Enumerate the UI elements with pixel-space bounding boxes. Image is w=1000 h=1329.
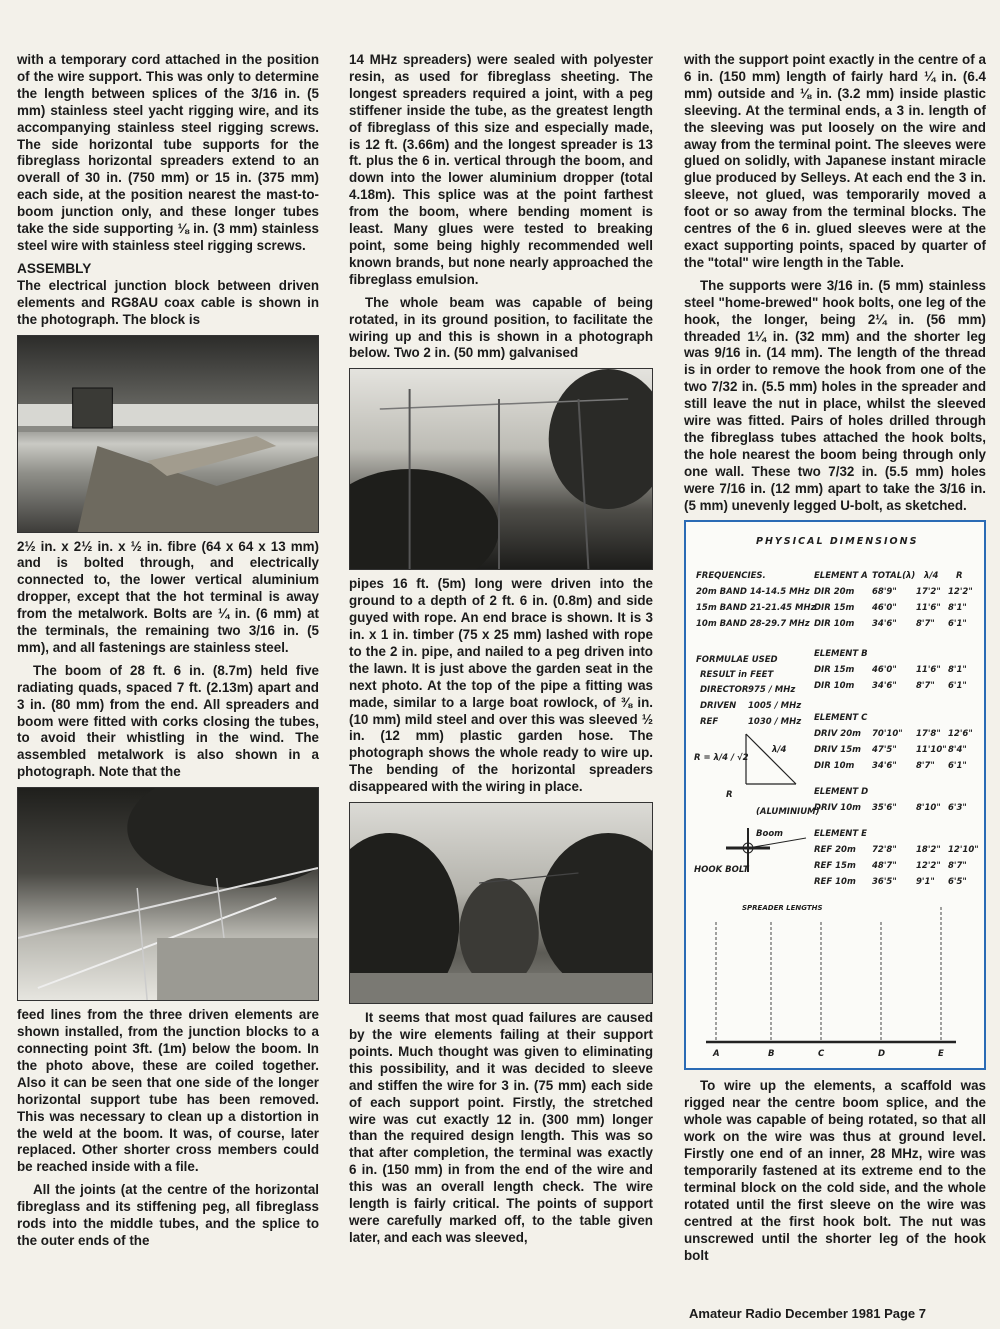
header-r: R bbox=[956, 571, 963, 582]
svg-text:6'3": 6'3" bbox=[948, 803, 967, 814]
paragraph: All the joints (at the centre of the horizontal fibreglass and its stiffening peg, all fibreglass rods into the middle tubes, and the splice to the outer ends of the bbox=[17, 1182, 319, 1248]
result-label: RESULT in FEET bbox=[700, 670, 774, 681]
element-b-label: ELEMENT B bbox=[814, 649, 868, 660]
svg-text:18'2": 18'2" bbox=[916, 845, 941, 856]
triangle-formula: R = λ/4 / √2 bbox=[694, 753, 749, 764]
element-b-row bbox=[814, 681, 967, 691]
svg-text:6'5": 6'5" bbox=[948, 877, 967, 888]
photo-garden-beam bbox=[349, 802, 653, 1004]
svg-text:10m BAND 28-29.7 MHz: 10m BAND 28-29.7 MHz bbox=[696, 619, 810, 630]
paragraph: The electrical junction block between driven elements and RG8AU coax cable is shown in the photograph. The block is bbox=[17, 277, 319, 327]
section-heading-assembly: ASSEMBLY bbox=[17, 260, 92, 276]
paragraph: with the support point exactly in the centre of a 6 in. (150 mm) length of fairly hard ¼ in. (6.4 mm) outside and ⅛ in. (3.2 mm) inside plastic sleeving. At the terminal ends, a 3 in. length of the sleeving was put loosely on the wire and away from the terminal point. The sleeves were glued on solidly, with Japanese instant miracle glue produced by Selleys. At each end the 3 in. sleeve, not glued, was temporarily moved a foot or so away from the terminal blocks. The centres of the 6 in. glued sleeves were at the exact supporting points, spaced by quarter of the "total" wire length in the Table. bbox=[684, 52, 986, 270]
svg-text:68'9": 68'9" bbox=[872, 587, 897, 598]
header-element: ELEMENT A bbox=[814, 571, 868, 582]
svg-text:9'1": 9'1" bbox=[916, 877, 935, 888]
station-label: C bbox=[818, 1049, 825, 1060]
svg-text:11'6": 11'6" bbox=[916, 665, 941, 676]
paragraph: 2½ in. x 2½ in. x ½ in. fibre (64 x 64 x 13 mm) and is bolted through, and electrically connected to, the lower vertical aluminium dropper, except that the hot terminal is away from the metalwork. Bolts are ¼ in. (6 mm) at the terminals, the remaining two 3/16 in. (5 mm), and all fastenings are stainless steel. bbox=[17, 538, 319, 655]
station-label: A bbox=[713, 1049, 720, 1060]
boom-label: Boom bbox=[756, 829, 784, 840]
svg-text:15m BAND 21-21.45 MHz: 15m BAND 21-21.45 MHz bbox=[696, 603, 816, 614]
svg-text:DIR 20m: DIR 20m bbox=[814, 587, 855, 598]
svg-text:8'10": 8'10" bbox=[916, 803, 941, 814]
svg-text:12'2": 12'2" bbox=[948, 587, 973, 598]
director-label: DIRECTOR bbox=[700, 685, 749, 696]
paragraph: To wire up the elements, a scaffold was rigged near the centre boom splice, and the whole was capable of being rotated, so that all work on the wire was thus at ground level. Firstly one end of an inner, 28 MHz, wire was temporarily fastened at its extreme end to the terminal block on the cold side, and the whole rotated until the first sleeve on the wire was centred at the first hook bolt. The nut was unscrewed until the shorter leg of the hook bolt bbox=[684, 1078, 986, 1263]
element-b-row bbox=[814, 665, 967, 675]
paragraph: with a temporary cord attached in the position of the wire support. This was only to determine the length between splices of the 3/16 in. (5 mm) stainless steel yacht rigging wire, and its accompanying stainless steel rigging screws. The side horizontal tube supports for the fibreglass horizontal spreaders extend to an overall of 30 in. (750 mm) or 15 in. (375 mm) each side, at the position nearest the mast-to-boom junction only, and these longer tubes take the side supporting ⅛ in. (3 mm) stainless steel wire with stainless steel rigging screws. bbox=[17, 52, 319, 253]
svg-text:DRIV 15m: DRIV 15m bbox=[814, 745, 861, 756]
paragraph: pipes 16 ft. (5m) long were driven into the ground to a depth of 2 ft. 6 in. (0.8m) and side guyed with rope. An end brace is shown. It is 3 in. x 1 in. timber (75 x 25 mm) lashed with rope to the 2 in. pipe, and nailed to a peg driven into the lawn. It is just above the garden seat in the next photo. At the top of the pipe a fitting was made, similar to a large boat rowlock, of ⅜ in. (10 mm) mild steel and over this was sleeved ½ in. (12 mm) plastic garden hose. The photograph shows the whole ready to wire up. The bending of the horizontal spreaders disappeared with the wiring in place. bbox=[349, 576, 653, 795]
svg-text:REF 15m: REF 15m bbox=[814, 861, 856, 872]
header-frequencies: FREQUENCIES. bbox=[696, 571, 766, 582]
svg-text:REF 20m: REF 20m bbox=[814, 845, 856, 856]
element-c-row bbox=[814, 745, 967, 755]
physical-dimensions-diagram bbox=[684, 520, 986, 1070]
spreader-label: SPREADER LENGTHS bbox=[742, 904, 823, 913]
element-e-row bbox=[814, 877, 967, 887]
svg-text:17'8": 17'8" bbox=[916, 729, 941, 740]
svg-text:8'7": 8'7" bbox=[948, 861, 967, 872]
svg-text:48'7": 48'7" bbox=[872, 861, 897, 872]
svg-text:12'10": 12'10" bbox=[948, 845, 979, 856]
diagram-title: PHYSICAL DIMENSIONS bbox=[756, 536, 919, 548]
ref-label: REF bbox=[700, 717, 719, 728]
ref-value: 1030 / MHz bbox=[748, 717, 802, 728]
svg-text:11'6": 11'6" bbox=[916, 603, 941, 614]
station-label: D bbox=[878, 1049, 886, 1060]
svg-text:DIR 15m: DIR 15m bbox=[814, 603, 855, 614]
header-quarter: λ/4 bbox=[924, 571, 939, 582]
director-value: 975 / MHz bbox=[748, 685, 796, 696]
freq-row bbox=[696, 603, 967, 613]
svg-text:70'10": 70'10" bbox=[872, 729, 903, 740]
triangle-sketch bbox=[694, 734, 796, 800]
photo-assembled-metalwork bbox=[17, 787, 319, 1001]
svg-text:72'8": 72'8" bbox=[872, 845, 897, 856]
paragraph: 14 MHz spreaders) were sealed with polyester resin, as used for fibreglass sheeting. The longest spreaders required a joint, with a peg stiffener inside the tube, as the greatest length of fibreglass of this size and especially made, is 12 ft. (3.66m) and the longest spreader is 13 ft. plus the 6 in. vertical through the boom, and down into the lower aluminium dropper (total 4.18m). This splice was at the point farthest from the boom, where bending moment is least. Many glues were tested to breaking point, some being highly recommended well known brands, but none nearly approached the fibreglass emulsion. bbox=[349, 52, 653, 287]
svg-text:6'1": 6'1" bbox=[948, 619, 967, 630]
hook-bolt-sketch bbox=[694, 828, 806, 875]
paragraph: It seems that most quad failures are caused by the wire elements failing at their support points. Much thought was given to eliminating this possibility, and it was decided to sleeve and stiffen the wire for 3 in. (75 mm) each side of each support point. Firstly, the stretched wire was cut exactly 12 in. (300 mm) longer than the required design length. This was so that after completion, the terminal was exactly 6 in. (150 mm) in from the end of the wire and this was an overall length check. The wire length is fairly critical. The points of support were carefully marked off, to the table given later, and each was sleeved, bbox=[349, 1010, 653, 1245]
paragraph: The boom of 28 ft. 6 in. (8.7m) held five radiating quads, spaced 7 ft. (2.13m) apart and 3 in. (80 mm) from the end. All spreaders and boom were fitted with corks closing the tubes, to avoid their whistling in the wind. The assembled metalwork is also shown in a photograph. Note that the bbox=[17, 662, 319, 780]
svg-text:DIR 15m: DIR 15m bbox=[814, 665, 855, 676]
svg-text:8'1": 8'1" bbox=[948, 603, 967, 614]
photo-beam-rotated bbox=[349, 368, 653, 570]
element-e-row bbox=[814, 861, 967, 871]
element-c-label: ELEMENT C bbox=[814, 713, 868, 724]
formulae-label: FORMULAE USED bbox=[696, 655, 778, 666]
svg-text:34'6": 34'6" bbox=[872, 619, 897, 630]
svg-text:8'7": 8'7" bbox=[916, 619, 935, 630]
svg-text:36'5": 36'5" bbox=[872, 877, 897, 888]
element-d-label: ELEMENT D bbox=[814, 787, 869, 798]
svg-text:8'1": 8'1" bbox=[948, 665, 967, 676]
triangle-r: R bbox=[726, 790, 733, 801]
svg-text:12'6": 12'6" bbox=[948, 729, 973, 740]
svg-text:DRIV 10m: DRIV 10m bbox=[814, 803, 861, 814]
svg-text:8'7": 8'7" bbox=[916, 761, 935, 772]
svg-text:35'6": 35'6" bbox=[872, 803, 897, 814]
triangle-lambda: λ/4 bbox=[772, 745, 787, 756]
header-total: TOTAL(λ) bbox=[872, 571, 916, 582]
svg-text:6'1": 6'1" bbox=[948, 681, 967, 692]
driven-label: DRIVEN bbox=[700, 701, 737, 712]
station-label: B bbox=[768, 1049, 775, 1060]
paragraph: The supports were 3/16 in. (5 mm) stainless steel "home-brewed" hook bolts, one leg of the hook, the longer, being 2¼ in. (56 mm) threaded 1¼ in. (32 mm) and the shorter leg was 9/16 in. (14 mm). The length of the thread is in order to remove the hook from one of the two 7/32 in. (5.5 mm) holes in the spreader and still leave the nut in place, whilst the sleeved wire was fitted. Pairs of holes drilled through the fibreglass tubes attached the hook bolts, the hole nearest the boom being through only one wall. These two 7/32 in. (5.5 mm) holes were 7/16 in. (12 mm) apart to take the 3/16 in. (5 mm) unevenly legged U-bolt, as sketched. bbox=[684, 277, 986, 513]
element-d-row bbox=[814, 803, 967, 813]
svg-text:34'6": 34'6" bbox=[872, 681, 897, 692]
freq-row bbox=[696, 619, 967, 629]
svg-text:DIR 10m: DIR 10m bbox=[814, 619, 855, 630]
paragraph: The whole beam was capable of being rotated, in its ground position, to facilitate the wiring up and this is shown in a photograph below. Two 2 in. (50 mm) galvanised bbox=[349, 294, 653, 361]
svg-text:DIR 10m: DIR 10m bbox=[814, 761, 855, 772]
freq-row bbox=[696, 587, 973, 597]
svg-text:DRIV 20m: DRIV 20m bbox=[814, 729, 861, 740]
column-3 bbox=[684, 52, 986, 1270]
svg-text:DIR 10m: DIR 10m bbox=[814, 681, 855, 692]
svg-text:17'2": 17'2" bbox=[916, 587, 941, 598]
element-e-label: ELEMENT E bbox=[814, 829, 867, 840]
svg-text:REF 10m: REF 10m bbox=[814, 877, 856, 888]
station-label: E bbox=[938, 1049, 944, 1060]
driven-value: 1005 / MHz bbox=[748, 701, 802, 712]
svg-text:8'4": 8'4" bbox=[948, 745, 967, 756]
paragraph: feed lines from the three driven elements are shown installed, from the junction blocks to a connecting point 3ft. (1m) below the boom. In the photo above, these are coiled together. Also it can be seen that one side of the longer horizontal support tube has been removed. This was necessary to clean up a distortion in the weld at the boom. It was, of course, later replaced. Other shorter cross members could be reached inside with a file. bbox=[17, 1007, 319, 1175]
svg-text:46'0": 46'0" bbox=[872, 603, 897, 614]
svg-text:6'1": 6'1" bbox=[948, 761, 967, 772]
svg-text:8'7": 8'7" bbox=[916, 681, 935, 692]
aluminium-label: (ALUMINIUM) bbox=[756, 807, 820, 818]
spreader-elevation bbox=[706, 904, 956, 1059]
element-c-row bbox=[814, 761, 967, 771]
svg-text:12'2": 12'2" bbox=[916, 861, 941, 872]
photo-junction-block bbox=[17, 335, 319, 533]
svg-text:47'5": 47'5" bbox=[872, 745, 897, 756]
svg-text:11'10": 11'10" bbox=[916, 745, 947, 756]
column-1 bbox=[17, 52, 319, 1256]
element-c-row bbox=[814, 729, 973, 739]
svg-text:46'0": 46'0" bbox=[872, 665, 897, 676]
hook-bolt-label: HOOK BOLT bbox=[694, 865, 749, 876]
page-footer: Amateur Radio December 1981 Page 7 bbox=[689, 1306, 926, 1321]
column-2 bbox=[349, 52, 653, 1253]
svg-text:20m BAND 14-14.5 MHz: 20m BAND 14-14.5 MHz bbox=[696, 587, 810, 598]
element-e-row bbox=[814, 845, 979, 855]
svg-text:34'6": 34'6" bbox=[872, 761, 897, 772]
